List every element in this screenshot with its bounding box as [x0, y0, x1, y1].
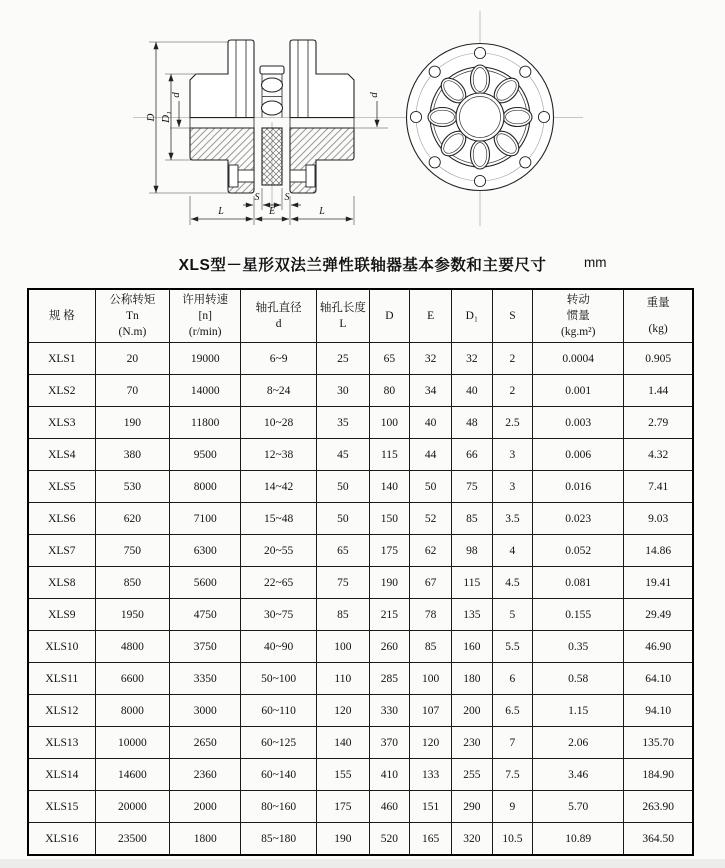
value-cell: 19.41 [624, 567, 693, 599]
value-cell: 290 [452, 791, 493, 823]
value-cell: 0.905 [624, 343, 693, 375]
value-cell: 0.081 [533, 567, 624, 599]
value-cell: 2.06 [533, 727, 624, 759]
table-row [28, 791, 693, 823]
table-row [28, 503, 693, 535]
value-cell: 135 [452, 599, 493, 631]
value-cell: 370 [369, 727, 410, 759]
value-cell: 14000 [170, 375, 241, 407]
value-cell: 85 [452, 503, 493, 535]
value-cell: 230 [452, 727, 493, 759]
value-cell: 190 [317, 823, 370, 856]
value-cell: 85~180 [241, 823, 317, 856]
dim-label-D1: D₁ [160, 111, 172, 123]
table-row [28, 407, 693, 439]
value-cell: 32 [452, 343, 493, 375]
value-cell: 20 [95, 343, 169, 375]
spec-cell: XLS9 [28, 599, 95, 631]
value-cell: 2650 [170, 727, 241, 759]
column-header: E [410, 289, 452, 343]
value-cell: 6600 [95, 663, 169, 695]
value-cell: 2.79 [624, 407, 693, 439]
title-row [0, 253, 725, 279]
column-header: 许用转速 [n] (r/min) [170, 289, 241, 343]
value-cell: 60~110 [241, 695, 317, 727]
value-cell: 10.5 [492, 823, 533, 856]
value-cell: 9500 [170, 439, 241, 471]
value-cell: 2 [492, 375, 533, 407]
value-cell: 50~100 [241, 663, 317, 695]
value-cell: 135.70 [624, 727, 693, 759]
value-cell: 0.052 [533, 535, 624, 567]
value-cell: 85 [317, 599, 370, 631]
value-cell: 65 [317, 535, 370, 567]
value-cell: 6300 [170, 535, 241, 567]
value-cell: 6~9 [241, 343, 317, 375]
value-cell: 60~125 [241, 727, 317, 759]
page-edge [0, 859, 725, 868]
column-header: 重量 (kg) [624, 289, 693, 343]
value-cell: 380 [95, 439, 169, 471]
value-cell: 23500 [95, 823, 169, 856]
spec-table [27, 288, 694, 856]
value-cell: 11800 [170, 407, 241, 439]
value-cell: 8000 [170, 471, 241, 503]
value-cell: 120 [410, 727, 452, 759]
table-row [28, 535, 693, 567]
value-cell: 48 [452, 407, 493, 439]
value-cell: 52 [410, 503, 452, 535]
value-cell: 2000 [170, 791, 241, 823]
value-cell: 140 [317, 727, 370, 759]
value-cell: 410 [369, 759, 410, 791]
column-header: 轴孔直径 d [241, 289, 317, 343]
value-cell: 190 [369, 567, 410, 599]
value-cell: 14.86 [624, 535, 693, 567]
value-cell: 45 [317, 439, 370, 471]
table-row [28, 727, 693, 759]
value-cell: 151 [410, 791, 452, 823]
value-cell: 0.003 [533, 407, 624, 439]
value-cell: 62 [410, 535, 452, 567]
value-cell: 4750 [170, 599, 241, 631]
value-cell: 260 [369, 631, 410, 663]
table-row [28, 631, 693, 663]
table-row [28, 663, 693, 695]
table-row [28, 471, 693, 503]
value-cell: 25 [317, 343, 370, 375]
value-cell: 520 [369, 823, 410, 856]
spec-cell: XLS4 [28, 439, 95, 471]
value-cell: 215 [369, 599, 410, 631]
value-cell: 14600 [95, 759, 169, 791]
value-cell: 4.32 [624, 439, 693, 471]
value-cell: 0.023 [533, 503, 624, 535]
value-cell: 80~160 [241, 791, 317, 823]
value-cell: 6.5 [492, 695, 533, 727]
value-cell: 0.006 [533, 439, 624, 471]
value-cell: 180 [452, 663, 493, 695]
spec-cell: XLS2 [28, 375, 95, 407]
value-cell: 3750 [170, 631, 241, 663]
value-cell: 30~75 [241, 599, 317, 631]
value-cell: 150 [369, 503, 410, 535]
value-cell: 0.0004 [533, 343, 624, 375]
value-cell: 10~28 [241, 407, 317, 439]
spec-cell: XLS16 [28, 823, 95, 856]
value-cell: 107 [410, 695, 452, 727]
value-cell: 35 [317, 407, 370, 439]
value-cell: 5.70 [533, 791, 624, 823]
value-cell: 10000 [95, 727, 169, 759]
dim-label-S-left: S [254, 192, 260, 203]
dim-label-D: D [145, 113, 157, 122]
value-cell: 4 [492, 535, 533, 567]
value-cell: 1.15 [533, 695, 624, 727]
value-cell: 8000 [95, 695, 169, 727]
value-cell: 29.49 [624, 599, 693, 631]
value-cell: 34 [410, 375, 452, 407]
dim-label-S-right: S [284, 192, 290, 203]
value-cell: 75 [452, 471, 493, 503]
value-cell: 65 [369, 343, 410, 375]
value-cell: 5.5 [492, 631, 533, 663]
spec-cell: XLS13 [28, 727, 95, 759]
value-cell: 263.90 [624, 791, 693, 823]
value-cell: 64.10 [624, 663, 693, 695]
dim-label-d-left: d [170, 92, 182, 98]
value-cell: 175 [317, 791, 370, 823]
table-row [28, 823, 693, 856]
value-cell: 19000 [170, 343, 241, 375]
value-cell: 4800 [95, 631, 169, 663]
spec-cell: XLS8 [28, 567, 95, 599]
value-cell: 0.001 [533, 375, 624, 407]
value-cell: 94.10 [624, 695, 693, 727]
value-cell: 165 [410, 823, 452, 856]
column-header: S [492, 289, 533, 343]
dim-label-E: E [268, 206, 276, 217]
value-cell: 115 [452, 567, 493, 599]
value-cell: 12~38 [241, 439, 317, 471]
table-row [28, 695, 693, 727]
value-cell: 67 [410, 567, 452, 599]
spec-cell: XLS5 [28, 471, 95, 503]
value-cell: 255 [452, 759, 493, 791]
table-row [28, 567, 693, 599]
value-cell: 285 [369, 663, 410, 695]
value-cell: 40 [410, 407, 452, 439]
value-cell: 3.5 [492, 503, 533, 535]
value-cell: 1950 [95, 599, 169, 631]
value-cell: 32 [410, 343, 452, 375]
front-view [407, 44, 554, 191]
dim-label-L-left: L [218, 206, 224, 217]
value-cell: 7100 [170, 503, 241, 535]
dim-label-L-right: L [319, 206, 325, 217]
value-cell: 40 [452, 375, 493, 407]
column-header: 规 格 [28, 289, 95, 343]
value-cell: 7.41 [624, 471, 693, 503]
value-cell: 3 [492, 439, 533, 471]
value-cell: 133 [410, 759, 452, 791]
value-cell: 460 [369, 791, 410, 823]
spec-cell: XLS12 [28, 695, 95, 727]
value-cell: 8~24 [241, 375, 317, 407]
value-cell: 3.46 [533, 759, 624, 791]
technical-drawing [0, 0, 725, 248]
spec-cell: XLS10 [28, 631, 95, 663]
value-cell: 2.5 [492, 407, 533, 439]
dim-label-d-right: d [368, 92, 380, 98]
value-cell: 30 [317, 375, 370, 407]
value-cell: 3350 [170, 663, 241, 695]
table-row [28, 375, 693, 407]
value-cell: 7 [492, 727, 533, 759]
value-cell: 50 [317, 471, 370, 503]
value-cell: 175 [369, 535, 410, 567]
value-cell: 20000 [95, 791, 169, 823]
value-cell: 6 [492, 663, 533, 695]
value-cell: 850 [95, 567, 169, 599]
value-cell: 115 [369, 439, 410, 471]
column-header: D [369, 289, 410, 343]
column-header: 转动 惯量 (kg.m²) [533, 289, 624, 343]
column-header: D₁ [452, 289, 493, 343]
value-cell: 200 [452, 695, 493, 727]
spec-cell: XLS6 [28, 503, 95, 535]
value-cell: 530 [95, 471, 169, 503]
value-cell: 120 [317, 695, 370, 727]
table-row [28, 599, 693, 631]
value-cell: 155 [317, 759, 370, 791]
value-cell: 1.44 [624, 375, 693, 407]
value-cell: 80 [369, 375, 410, 407]
value-cell: 44 [410, 439, 452, 471]
value-cell: 320 [452, 823, 493, 856]
value-cell: 50 [317, 503, 370, 535]
value-cell: 2360 [170, 759, 241, 791]
value-cell: 10.89 [533, 823, 624, 856]
column-header: 轴孔长度 L [317, 289, 370, 343]
value-cell: 78 [410, 599, 452, 631]
value-cell: 3 [492, 471, 533, 503]
spec-cell: XLS3 [28, 407, 95, 439]
value-cell: 364.50 [624, 823, 693, 856]
value-cell: 60~140 [241, 759, 317, 791]
spec-cell: XLS11 [28, 663, 95, 695]
value-cell: 70 [95, 375, 169, 407]
value-cell: 184.90 [624, 759, 693, 791]
value-cell: 750 [95, 535, 169, 567]
value-cell: 2 [492, 343, 533, 375]
value-cell: 100 [410, 663, 452, 695]
spec-cell: XLS15 [28, 791, 95, 823]
value-cell: 14~42 [241, 471, 317, 503]
value-cell: 75 [317, 567, 370, 599]
value-cell: 100 [369, 407, 410, 439]
value-cell: 40~90 [241, 631, 317, 663]
value-cell: 5 [492, 599, 533, 631]
value-cell: 330 [369, 695, 410, 727]
spec-cell: XLS1 [28, 343, 95, 375]
value-cell: 98 [452, 535, 493, 567]
value-cell: 0.58 [533, 663, 624, 695]
table-row [28, 759, 693, 791]
value-cell: 5600 [170, 567, 241, 599]
value-cell: 46.90 [624, 631, 693, 663]
value-cell: 190 [95, 407, 169, 439]
column-header: 公称转矩 Tn (N.m) [95, 289, 169, 343]
unit-label: mm [584, 255, 607, 270]
value-cell: 22~65 [241, 567, 317, 599]
value-cell: 9 [492, 791, 533, 823]
value-cell: 0.155 [533, 599, 624, 631]
value-cell: 0.35 [533, 631, 624, 663]
value-cell: 7.5 [492, 759, 533, 791]
section-view [190, 40, 354, 193]
value-cell: 15~48 [241, 503, 317, 535]
value-cell: 3000 [170, 695, 241, 727]
value-cell: 160 [452, 631, 493, 663]
value-cell: 140 [369, 471, 410, 503]
table-row [28, 439, 693, 471]
value-cell: 85 [410, 631, 452, 663]
value-cell: 620 [95, 503, 169, 535]
table-row [28, 343, 693, 375]
page-title: XLS型－星形双法兰弹性联轴器基本参数和主要尺寸 [178, 257, 547, 274]
value-cell: 0.016 [533, 471, 624, 503]
spec-cell: XLS7 [28, 535, 95, 567]
spec-cell: XLS14 [28, 759, 95, 791]
value-cell: 9.03 [624, 503, 693, 535]
value-cell: 20~55 [241, 535, 317, 567]
value-cell: 4.5 [492, 567, 533, 599]
value-cell: 110 [317, 663, 370, 695]
value-cell: 50 [410, 471, 452, 503]
value-cell: 1800 [170, 823, 241, 856]
value-cell: 100 [317, 631, 370, 663]
table-header-row [28, 289, 693, 343]
value-cell: 66 [452, 439, 493, 471]
